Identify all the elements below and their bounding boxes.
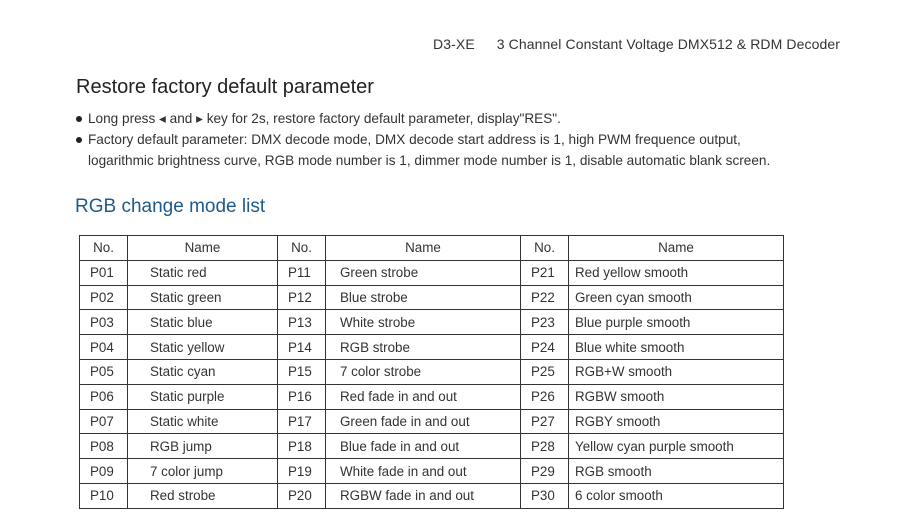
restore-section-title: Restore factory default parameter xyxy=(76,76,374,98)
table-row xyxy=(80,310,784,335)
table-row xyxy=(80,285,784,310)
mode-name-cell: Static purple xyxy=(128,384,278,409)
mode-number-cell: P15 xyxy=(278,359,326,384)
mode-number-cell: P05 xyxy=(80,359,128,384)
mode-name-cell: Static yellow xyxy=(128,335,278,360)
mode-name-cell: Blue fade in and out xyxy=(326,434,521,459)
mode-name-cell: RGBW smooth xyxy=(569,384,784,409)
table-row xyxy=(80,384,784,409)
column-header-name: Name xyxy=(128,236,278,261)
mode-name-cell: Red strobe xyxy=(128,483,278,508)
mode-name-cell: Green fade in and out xyxy=(326,409,521,434)
mode-name-cell: Blue purple smooth xyxy=(569,310,784,335)
model-number: D3-XE xyxy=(433,36,475,52)
mode-name-cell: White strobe xyxy=(326,310,521,335)
mode-number-cell: P07 xyxy=(80,409,128,434)
mode-number-cell: P09 xyxy=(80,459,128,484)
mode-number-cell: P11 xyxy=(278,260,326,285)
mode-name-cell: 7 color jump xyxy=(128,459,278,484)
mode-number-cell: P23 xyxy=(521,310,569,335)
mode-number-cell: P30 xyxy=(521,483,569,508)
column-header-no: No. xyxy=(521,236,569,261)
mode-name-cell: RGBW fade in and out xyxy=(326,483,521,508)
bullet-default-parameters xyxy=(75,129,770,171)
mode-number-cell: P03 xyxy=(80,310,128,335)
mode-name-cell: Yellow cyan purple smooth xyxy=(569,434,784,459)
mode-name-cell: RGB+W smooth xyxy=(569,359,784,384)
mode-number-cell: P08 xyxy=(80,434,128,459)
table-body xyxy=(80,260,784,508)
mode-name-cell: Static cyan xyxy=(128,359,278,384)
mode-number-cell: P28 xyxy=(521,434,569,459)
mode-number-cell: P22 xyxy=(521,285,569,310)
mode-number-cell: P04 xyxy=(80,335,128,360)
bullet-restore-instruction-text: Long press ◂ and ▸ key for 2s, restore factory default parameter, display"RES". xyxy=(88,111,561,126)
mode-number-cell: P18 xyxy=(278,434,326,459)
mode-number-cell: P02 xyxy=(80,285,128,310)
mode-number-cell: P20 xyxy=(278,483,326,508)
mode-name-cell: Green cyan smooth xyxy=(569,285,784,310)
column-header-no: No. xyxy=(278,236,326,261)
mode-number-cell: P25 xyxy=(521,359,569,384)
column-header-name: Name xyxy=(569,236,784,261)
mode-name-cell: Static green xyxy=(128,285,278,310)
mode-number-cell: P01 xyxy=(80,260,128,285)
table-row xyxy=(80,335,784,360)
bullet-restore-instruction xyxy=(75,108,770,129)
table-row xyxy=(80,459,784,484)
bullet-default-parameters-line1: Factory default parameter: DMX decode mode, DMX decode start address is 1, high PWM frequence output, xyxy=(88,132,741,147)
mode-name-cell: Green strobe xyxy=(326,260,521,285)
restore-bullet-list xyxy=(75,108,770,171)
page-header xyxy=(433,36,840,52)
bullet-default-parameters-line2: logarithmic brightness curve, RGB mode number is 1, dimmer mode number is 1, disable automatic blank screen. xyxy=(88,153,771,168)
column-header-name: Name xyxy=(326,236,521,261)
mode-name-cell: Static blue xyxy=(128,310,278,335)
mode-name-cell: Blue strobe xyxy=(326,285,521,310)
mode-number-cell: P17 xyxy=(278,409,326,434)
product-description: 3 Channel Constant Voltage DMX512 & RDM Decoder xyxy=(496,36,840,52)
mode-name-cell: Red fade in and out xyxy=(326,384,521,409)
mode-number-cell: P10 xyxy=(80,483,128,508)
table-row xyxy=(80,409,784,434)
mode-number-cell: P26 xyxy=(521,384,569,409)
mode-number-cell: P16 xyxy=(278,384,326,409)
table-row xyxy=(80,434,784,459)
mode-name-cell: White fade in and out xyxy=(326,459,521,484)
mode-name-cell: Static red xyxy=(128,260,278,285)
mode-name-cell: RGB smooth xyxy=(569,459,784,484)
mode-name-cell: 6 color smooth xyxy=(569,483,784,508)
table-row xyxy=(80,260,784,285)
mode-number-cell: P21 xyxy=(521,260,569,285)
mode-name-cell: RGBY smooth xyxy=(569,409,784,434)
mode-number-cell: P24 xyxy=(521,335,569,360)
rgb-mode-table xyxy=(79,235,784,509)
column-header-no: No. xyxy=(80,236,128,261)
mode-number-cell: P13 xyxy=(278,310,326,335)
mode-name-cell: Blue white smooth xyxy=(569,335,784,360)
table-header-row xyxy=(80,236,784,261)
rgb-mode-list-title: RGB change mode list xyxy=(75,196,266,217)
mode-number-cell: P27 xyxy=(521,409,569,434)
mode-name-cell: Red yellow smooth xyxy=(569,260,784,285)
mode-number-cell: P12 xyxy=(278,285,326,310)
mode-name-cell: Static white xyxy=(128,409,278,434)
mode-number-cell: P19 xyxy=(278,459,326,484)
mode-name-cell: RGB jump xyxy=(128,434,278,459)
mode-number-cell: P06 xyxy=(80,384,128,409)
mode-number-cell: P29 xyxy=(521,459,569,484)
mode-name-cell: 7 color strobe xyxy=(326,359,521,384)
mode-name-cell: RGB strobe xyxy=(326,335,521,360)
table-row xyxy=(80,359,784,384)
table-row xyxy=(80,483,784,508)
mode-number-cell: P14 xyxy=(278,335,326,360)
